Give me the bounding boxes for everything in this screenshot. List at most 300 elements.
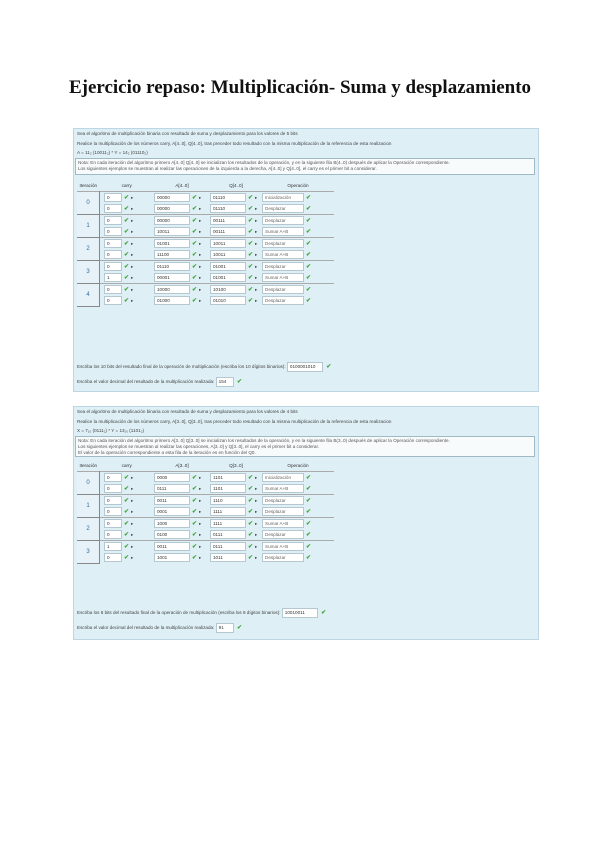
operation-cell [262,284,334,296]
carry-cell [100,529,155,541]
arrow-icon: ▸ [255,286,258,292]
check-icon: ✔ [124,508,130,515]
check-icon: ✔ [192,217,198,224]
table-header [77,462,334,472]
check-icon: ✔ [124,497,130,504]
check-icon: ✔ [124,251,130,258]
arrow-icon: ▸ [131,485,134,491]
carry-cell [100,472,155,484]
arrow-icon: ▸ [255,274,258,280]
q-register-input[interactable]: 1111 [210,519,246,528]
arrow-icon: ▸ [199,474,202,480]
a-cell [154,203,210,215]
final-decimal-row [77,623,244,633]
q-cell [210,284,262,296]
q-cell [210,238,262,250]
formula: A = 11₂ (10011₂) * Y = 14₂ (01110₂) [77,150,148,155]
carry-input[interactable]: 0 [104,484,122,493]
operation-select[interactable]: Desplazar [262,204,304,213]
check-icon: ✔ [124,554,130,561]
hint-line: Nota: En cada iteración del algoritmo primero A[3..0] Q[3..0] se inicializan los resultados de la operación, y en la siguiente fila B(3..0) después de aplicar la Operación correspondiente. [78,438,450,443]
col-header: Operación [287,463,309,469]
a-register-input[interactable]: 00000 [154,204,190,213]
q-register-input[interactable]: 01001 [210,262,246,271]
carry-input[interactable]: 1 [104,542,122,551]
statement: Sea el algoritmo de multiplicación binaria con resultado de suma y desplazamiento para los valores de 5 bits [77,131,298,136]
operation-cell [262,518,334,530]
a-cell [154,541,210,553]
table-row [77,261,334,273]
arrow-icon: ▸ [255,520,258,526]
check-icon: ✔ [192,497,198,504]
carry-input[interactable]: 0 [104,204,122,213]
arrow-icon: ▸ [131,240,134,246]
q-register-input[interactable]: 1111 [210,507,246,516]
carry-cell [100,541,155,553]
check-icon: ✔ [248,217,254,224]
q-cell [210,552,262,563]
table-row [77,192,334,204]
check-icon: ✔ [192,485,198,492]
check-icon: ✔ [306,251,312,258]
arrow-icon: ▸ [199,520,202,526]
carry-cell [100,506,155,518]
arrow-icon: ▸ [199,263,202,269]
q-register-input[interactable]: 10100 [210,285,246,294]
check-icon: ✔ [306,194,312,201]
operation-select[interactable]: Desplazar [262,239,304,248]
q-register-input[interactable]: 0111 [210,530,246,539]
check-icon: ✔ [306,228,312,235]
a-cell [154,495,210,507]
col-header: Q[3..0] [229,463,243,469]
arrow-icon: ▸ [199,508,202,514]
check-icon: ✔ [248,554,254,561]
carry-cell [100,284,155,296]
final-decimal-row [77,377,244,387]
final-decimal-input[interactable]: 91 [216,623,234,633]
arrow-icon: ▸ [255,217,258,223]
operation-select[interactable]: Desplazar [262,216,304,225]
a-register-input[interactable]: 01001 [154,239,190,248]
check-icon: ✔ [192,194,198,201]
col-header: Iteración [79,183,98,189]
final-binary-input[interactable]: 0100001010 [287,362,323,372]
a-register-input[interactable]: 0001 [154,507,190,516]
iteration-table [77,462,334,564]
a-cell [154,284,210,296]
operation-cell [262,203,334,215]
carry-cell [100,483,155,495]
check-icon: ✔ [248,194,254,201]
check-icon: ✔ [326,364,332,371]
carry-input[interactable]: 0 [104,239,122,248]
check-icon: ✔ [192,274,198,281]
a-cell [154,518,210,530]
arrow-icon: ▸ [255,251,258,257]
a-register-input[interactable]: 0000 [154,473,190,482]
check-icon: ✔ [192,297,198,304]
operation-select[interactable]: Sumar A+B [262,484,304,493]
carry-input[interactable]: 0 [104,496,122,505]
carry-input[interactable]: 0 [104,193,122,202]
operation-select[interactable]: Sumar A+B [262,273,304,282]
table-row [77,226,334,238]
carry-cell [100,295,155,306]
exercise-panel-1 [73,128,539,392]
iteration-number: 4 [77,284,100,307]
carry-cell [100,495,155,507]
operation-cell [262,238,334,250]
iteration-table [77,182,334,307]
check-icon: ✔ [192,508,198,515]
table-row [77,495,334,507]
check-icon: ✔ [248,205,254,212]
operation-select[interactable]: Desplazar [262,296,304,305]
final-decimal-input[interactable]: 154 [216,377,234,387]
q-register-input[interactable]: 1101 [210,473,246,482]
check-icon: ✔ [306,497,312,504]
operation-select[interactable]: Sumar A+B [262,250,304,259]
q-register-input[interactable]: 0111 [210,542,246,551]
arrow-icon: ▸ [255,297,258,303]
operation-select[interactable]: Desplazar [262,530,304,539]
table-row [77,506,334,518]
a-cell [154,192,210,204]
q-cell [210,541,262,553]
check-icon: ✔ [248,286,254,293]
arrow-icon: ▸ [255,205,258,211]
a-register-input[interactable]: 1001 [154,553,190,562]
hint-line: Los siguientes ejemplos se muestran al realizar las operaciones de la izquierda a la derecha, A[4..0] y Q[4..0], el carry es el primer bit a considerar. [78,166,377,171]
carry-input[interactable]: 1 [104,273,122,282]
check-icon: ✔ [248,485,254,492]
operation-select[interactable]: Inicialización [262,473,304,482]
operation-select[interactable]: Desplazar [262,285,304,294]
a-register-input[interactable]: 0100 [154,530,190,539]
hint-line: Nota: En cada iteración del algoritmo primero A[4..0] Q[4..0] se inicializan los resultados de la operación, y en la siguiente fila B(4..0) después de aplicar la Operación correspondiente. [78,160,450,165]
q-cell [210,483,262,495]
hint-box [75,436,535,457]
q-cell [210,261,262,273]
a-register-input[interactable]: 11100 [154,250,190,259]
q-register-input[interactable]: 1110 [210,496,246,505]
iteration-number: 2 [77,238,100,261]
a-register-input[interactable]: 01000 [154,296,190,305]
operation-select[interactable]: Sumar A+B [262,519,304,528]
q-cell [210,295,262,306]
hint-line: Los siguientes ejemplos se muestran al realizar las operaciones, A[3..0] y Q[3..0], el carry es el primer bit a considerar. [78,444,320,449]
check-icon: ✔ [248,251,254,258]
arrow-icon: ▸ [131,228,134,234]
check-icon: ✔ [124,274,130,281]
check-icon: ✔ [236,379,242,386]
iteration-number: 2 [77,518,100,541]
a-cell [154,238,210,250]
check-icon: ✔ [306,286,312,293]
check-icon: ✔ [248,508,254,515]
q-register-input[interactable]: 00111 [210,216,246,225]
a-cell [154,552,210,563]
carry-cell [100,518,155,530]
final-binary-row [77,362,333,372]
carry-input[interactable]: 0 [104,285,122,294]
operation-select[interactable]: Desplazar [262,553,304,562]
statement: Sea el algoritmo de multiplicación binaria con resultado de suma y desplazamiento para los valores de 4 bits [77,409,298,414]
check-icon: ✔ [124,297,130,304]
arrow-icon: ▸ [199,240,202,246]
q-cell [210,529,262,541]
carry-input[interactable]: 0 [104,473,122,482]
operation-cell [262,541,334,553]
check-icon: ✔ [306,263,312,270]
arrow-icon: ▸ [131,520,134,526]
operation-cell [262,495,334,507]
arrow-icon: ▸ [131,543,134,549]
hint-line: El valor de la operación correspondiente a esta fila de la iteración es en función del Q0. [78,450,256,455]
check-icon: ✔ [192,251,198,258]
formula: X = 7₁₀ (0111₂) * Y = 13₁₀ (1101₂) [77,428,145,433]
a-cell [154,529,210,541]
table-row [77,541,334,553]
a-register-input[interactable]: 0011 [154,496,190,505]
arrow-icon: ▸ [131,554,134,560]
q-cell [210,215,262,227]
arrow-icon: ▸ [255,508,258,514]
check-icon: ✔ [192,543,198,550]
check-icon: ✔ [192,286,198,293]
q-cell [210,249,262,261]
arrow-icon: ▸ [131,297,134,303]
carry-cell [100,552,155,563]
arrow-icon: ▸ [199,251,202,257]
col-header: carry [121,183,132,189]
check-icon: ✔ [192,531,198,538]
arrow-icon: ▸ [255,531,258,537]
q-register-input[interactable]: 00111 [210,227,246,236]
arrow-icon: ▸ [131,263,134,269]
iteration-number: 1 [77,215,100,238]
arrow-icon: ▸ [199,497,202,503]
carry-cell [100,215,155,227]
arrow-icon: ▸ [255,263,258,269]
arrow-icon: ▸ [255,543,258,549]
check-icon: ✔ [124,520,130,527]
arrow-icon: ▸ [199,274,202,280]
iteration-number: 3 [77,541,100,564]
operation-cell [262,261,334,273]
a-register-input[interactable]: 0011 [154,542,190,551]
check-icon: ✔ [306,205,312,212]
iteration-number: 0 [77,192,100,215]
check-icon: ✔ [306,217,312,224]
check-icon: ✔ [124,240,130,247]
operation-cell [262,215,334,227]
arrow-icon: ▸ [131,497,134,503]
col-header: Q[4..0] [229,183,243,189]
arrow-icon: ▸ [199,297,202,303]
q-register-input[interactable]: 01110 [210,193,246,202]
arrow-icon: ▸ [199,286,202,292]
carry-input[interactable]: 0 [104,519,122,528]
table-row [77,284,334,296]
check-icon: ✔ [306,531,312,538]
carry-cell [100,203,155,215]
carry-input[interactable]: 0 [104,507,122,516]
q-cell [210,203,262,215]
check-icon: ✔ [192,205,198,212]
table-row [77,295,334,306]
table-row [77,272,334,284]
check-icon: ✔ [124,531,130,538]
arrow-icon: ▸ [199,205,202,211]
check-icon: ✔ [124,263,130,270]
operation-select[interactable]: Desplazar [262,496,304,505]
q-register-input[interactable]: 10011 [210,250,246,259]
q-cell [210,518,262,530]
a-register-input[interactable]: 00000 [154,216,190,225]
table-row [77,529,334,541]
operation-select[interactable]: Sumar A+B [262,542,304,551]
arrow-icon: ▸ [131,194,134,200]
a-register-input[interactable]: 10011 [154,227,190,236]
arrow-icon: ▸ [255,474,258,480]
arrow-icon: ▸ [131,217,134,223]
q-cell [210,506,262,518]
check-icon: ✔ [306,297,312,304]
operation-cell [262,529,334,541]
q-register-input[interactable]: 1011 [210,553,246,562]
operation-select[interactable]: Inicialización [262,193,304,202]
carry-cell [100,261,155,273]
check-icon: ✔ [321,610,327,617]
intro: Realice la multiplicación de los números carry, A[3..0], Q[3..0], tras preceder todo resultado con la misma multiplicación de la referencia de esta realizacion [77,419,392,424]
q-register-input[interactable]: 01010 [210,296,246,305]
operation-cell [262,192,334,204]
carry-input[interactable]: 0 [104,262,122,271]
check-icon: ✔ [192,240,198,247]
check-icon: ✔ [236,625,242,632]
arrow-icon: ▸ [255,554,258,560]
check-icon: ✔ [248,228,254,235]
check-icon: ✔ [124,485,130,492]
operation-select[interactable]: Desplazar [262,507,304,516]
carry-input[interactable]: 0 [104,296,122,305]
q-register-input[interactable]: 01110 [210,204,246,213]
check-icon: ✔ [124,217,130,224]
check-icon: ✔ [248,497,254,504]
arrow-icon: ▸ [199,228,202,234]
check-icon: ✔ [124,194,130,201]
q-register-input[interactable]: 10011 [210,239,246,248]
q-cell [210,495,262,507]
check-icon: ✔ [248,263,254,270]
arrow-icon: ▸ [131,508,134,514]
check-icon: ✔ [124,228,130,235]
intro: Realice la multiplicación de los números carry, A[4..0], Q[4..0], tras preceder todo resultado con la misma multiplicación de la referencia de esta realizacion [77,141,392,146]
check-icon: ✔ [248,297,254,304]
table-row [77,552,334,563]
carry-input[interactable]: 0 [104,216,122,225]
a-cell [154,472,210,484]
arrow-icon: ▸ [131,205,134,211]
table-row [77,238,334,250]
final-binary-row [77,608,328,618]
a-register-input[interactable]: 00000 [154,193,190,202]
table-row [77,215,334,227]
final-decimal-label: Escriba el valor decimal del resultado de la multiplicación realizada: [77,625,215,631]
arrow-icon: ▸ [131,286,134,292]
arrow-icon: ▸ [199,543,202,549]
a-cell [154,261,210,273]
table-row [77,483,334,495]
table-row [77,518,334,530]
q-cell [210,226,262,238]
col-header: Iteración [79,463,98,469]
col-header: carry [121,463,132,469]
a-cell [154,272,210,284]
table-row [77,249,334,261]
check-icon: ✔ [124,543,130,550]
carry-input[interactable]: 0 [104,530,122,539]
q-register-input[interactable]: 1101 [210,484,246,493]
final-decimal-label: Escriba el valor decimal del resultado de la multiplicación realizada: [77,379,215,385]
a-register-input[interactable]: 00001 [154,273,190,282]
arrow-icon: ▸ [255,228,258,234]
a-cell [154,226,210,238]
check-icon: ✔ [306,474,312,481]
check-icon: ✔ [192,228,198,235]
carry-input[interactable]: 0 [104,250,122,259]
check-icon: ✔ [248,274,254,281]
arrow-icon: ▸ [255,240,258,246]
final-binary-label: Escriba los 10 bits del resultado final de la operación de multiplicación (escriba los 10 dígitos binarios): [77,364,286,370]
check-icon: ✔ [306,274,312,281]
col-header: Operación [287,183,309,189]
page-title: Ejercicio repaso: Multiplicación- Suma y desplazamiento [68,77,532,98]
col-header: A[4..0] [175,183,189,189]
final-binary-label: Escriba los 8 bits del resultado final de la operación de multiplicación (escriba los 8 dígitos binarios): [77,610,281,616]
a-cell [154,249,210,261]
check-icon: ✔ [124,474,130,481]
table-row [77,203,334,215]
operation-select[interactable]: Sumar A+B [262,227,304,236]
final-binary-input[interactable]: 10010011 [282,608,318,618]
q-register-input[interactable]: 01001 [210,273,246,282]
arrow-icon: ▸ [131,274,134,280]
operation-cell [262,295,334,306]
operation-select[interactable]: Desplazar [262,262,304,271]
a-register-input[interactable]: 01110 [154,262,190,271]
operation-cell [262,552,334,563]
operation-cell [262,483,334,495]
a-register-input[interactable]: 1000 [154,519,190,528]
check-icon: ✔ [248,531,254,538]
check-icon: ✔ [192,554,198,561]
a-register-input[interactable]: 0111 [154,484,190,493]
iteration-number: 0 [77,472,100,495]
arrow-icon: ▸ [199,485,202,491]
a-register-input[interactable]: 10000 [154,285,190,294]
carry-cell [100,226,155,238]
carry-input[interactable]: 0 [104,553,122,562]
a-cell [154,483,210,495]
arrow-icon: ▸ [255,497,258,503]
operation-cell [262,272,334,284]
arrow-icon: ▸ [199,531,202,537]
carry-input[interactable]: 0 [104,227,122,236]
check-icon: ✔ [248,543,254,550]
